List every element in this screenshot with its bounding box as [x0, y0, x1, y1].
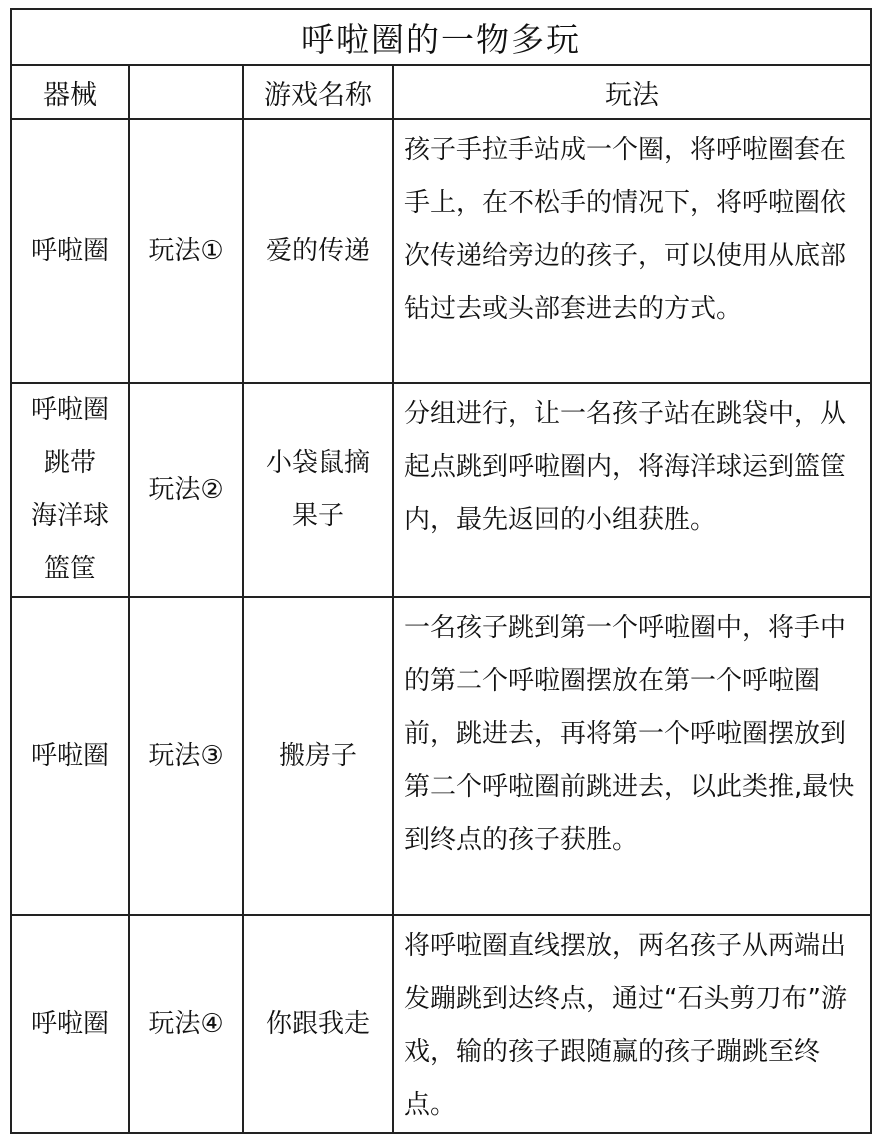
header-game-name: 游戏名称 [243, 65, 393, 119]
game-name-cell: 爱的传递 [243, 119, 393, 383]
equipment-item: 海洋球 [30, 501, 109, 531]
play-no-cell: 玩法③ [129, 597, 243, 915]
method-cell: 孩子手拉手站成一个圈，将呼啦圈套在手上，在不松手的情况下，将呼啦圈依次传递给旁边的孩子，可以使用从底部钻过去或头部套进去的方式。 [393, 119, 871, 383]
header-play-no [129, 65, 243, 119]
method-cell: 将呼啦圈直线摆放，两名孩子从两端出发蹦跳到达终点，通过“石头剪刀布”游戏，输的孩子跟随赢的孩子蹦跳至终点。 [393, 915, 871, 1133]
table-title: 呼啦圈的一物多玩 [11, 9, 871, 65]
game-name-cell [243, 383, 393, 597]
equipment-item: 篮筐 [43, 554, 96, 584]
equipment-cell [11, 915, 129, 1133]
equipment-cell [11, 597, 129, 915]
equipment-item: 呼啦圈 [30, 740, 109, 771]
play-no-cell: 玩法④ [129, 915, 243, 1133]
table-row [11, 383, 871, 597]
equipment-cell [11, 383, 129, 597]
header-method: 玩法 [393, 65, 871, 119]
equipment-item: 呼啦圈 [30, 235, 109, 266]
method-cell: 一名孩子跳到第一个呼啦圈中，将手中的第二个呼啦圈摆放在第一个呼啦圈前，跳进去，再将第一个呼啦圈摆放到第二个呼啦圈前跳进去，以此类推,最快到终点的孩子获胜。 [393, 597, 871, 915]
equipment-item: 跳带 [43, 448, 96, 478]
table-row [11, 119, 871, 383]
game-name-cell: 你跟我走 [243, 915, 393, 1133]
game-name-text: 小袋鼠摘果子 [265, 448, 370, 531]
table-row [11, 597, 871, 915]
game-name-cell: 搬房子 [243, 597, 393, 915]
equipment-cell [11, 119, 129, 383]
play-no-cell: 玩法① [129, 119, 243, 383]
header-equipment: 器械 [11, 65, 129, 119]
equipment-item: 呼啦圈 [30, 1008, 109, 1039]
header-row [11, 65, 871, 119]
play-no-cell: 玩法② [129, 383, 243, 597]
play-methods-table [10, 8, 872, 1134]
table-row [11, 915, 871, 1133]
equipment-item: 呼啦圈 [30, 395, 109, 425]
method-cell: 分组进行，让一名孩子站在跳袋中，从起点跳到呼啦圈内，将海洋球运到篮筐内，最先返回的小组获胜。 [393, 383, 871, 597]
